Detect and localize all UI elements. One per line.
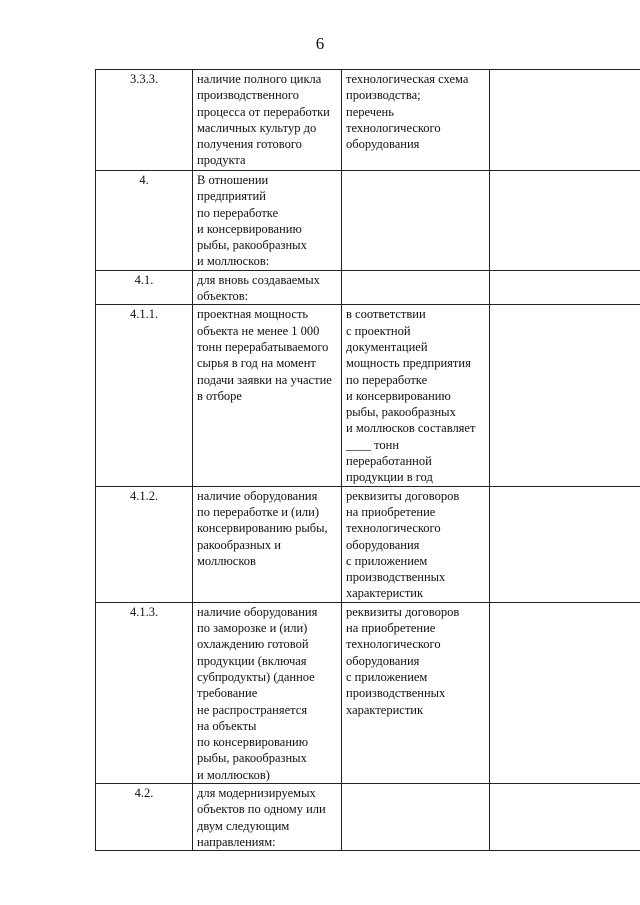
item-number: 4.1.3. xyxy=(96,602,193,783)
requirement-text: для модернизируемых объектов по одному или двум следующим направлениям: xyxy=(193,783,342,850)
extra-cell xyxy=(490,270,640,305)
table-row xyxy=(96,270,640,305)
requirement-text: для вновь создаваемых объектов: xyxy=(193,270,342,305)
table-row xyxy=(96,305,640,486)
requirement-text: наличие оборудования по заморозке и (или) охлаждению готовой продукции (включая субпродукты) (данное требование не распространяется на объекты по консервированию рыбы, ракообразных и моллюсков) xyxy=(193,602,342,783)
table-row xyxy=(96,602,640,783)
page-number: 6 xyxy=(315,34,325,53)
extra-cell xyxy=(490,70,640,171)
table-row xyxy=(96,486,640,602)
item-number: 4.1.2. xyxy=(96,486,193,602)
extra-cell xyxy=(490,486,640,602)
requirement-text: наличие полного цикла производственного процесса от переработки масличных культур до получения готового продукта xyxy=(193,70,342,171)
document-text: технологическая схема производства; перечень технологического оборудования xyxy=(342,70,490,171)
table-row xyxy=(96,783,640,850)
item-number: 4.2. xyxy=(96,783,193,850)
extra-cell xyxy=(490,305,640,486)
extra-cell xyxy=(490,602,640,783)
document-text: реквизиты договоров на приобретение технологического оборудования с приложением производственных характеристик xyxy=(342,486,490,602)
item-number: 4.1.1. xyxy=(96,305,193,486)
requirement-text: В отношении предприятий по переработке и консервированию рыбы, ракообразных и моллюсков: xyxy=(193,171,342,271)
requirements-table xyxy=(95,69,640,851)
table-row xyxy=(96,70,640,171)
document-text: реквизиты договоров на приобретение технологического оборудования с приложением производственных характеристик xyxy=(342,602,490,783)
document-text: в соответствии с проектной документацией мощность предприятия по переработке и консервированию рыбы, ракообразных и моллюсков составляет ____ тонн переработанной продукции в год xyxy=(342,305,490,486)
document-text xyxy=(342,171,490,271)
requirement-text: наличие оборудования по переработке и (или) консервированию рыбы, ракообразных и моллюсков xyxy=(193,486,342,602)
table-row xyxy=(96,171,640,271)
item-number: 4. xyxy=(96,171,193,271)
item-number: 3.3.3. xyxy=(96,70,193,171)
document-text xyxy=(342,783,490,850)
requirement-text: проектная мощность объекта не менее 1 000 тонн перерабатываемого сырья в год на момент подачи заявки на участие в отборе xyxy=(193,305,342,486)
item-number: 4.1. xyxy=(96,270,193,305)
extra-cell xyxy=(490,171,640,271)
extra-cell xyxy=(490,783,640,850)
document-text xyxy=(342,270,490,305)
